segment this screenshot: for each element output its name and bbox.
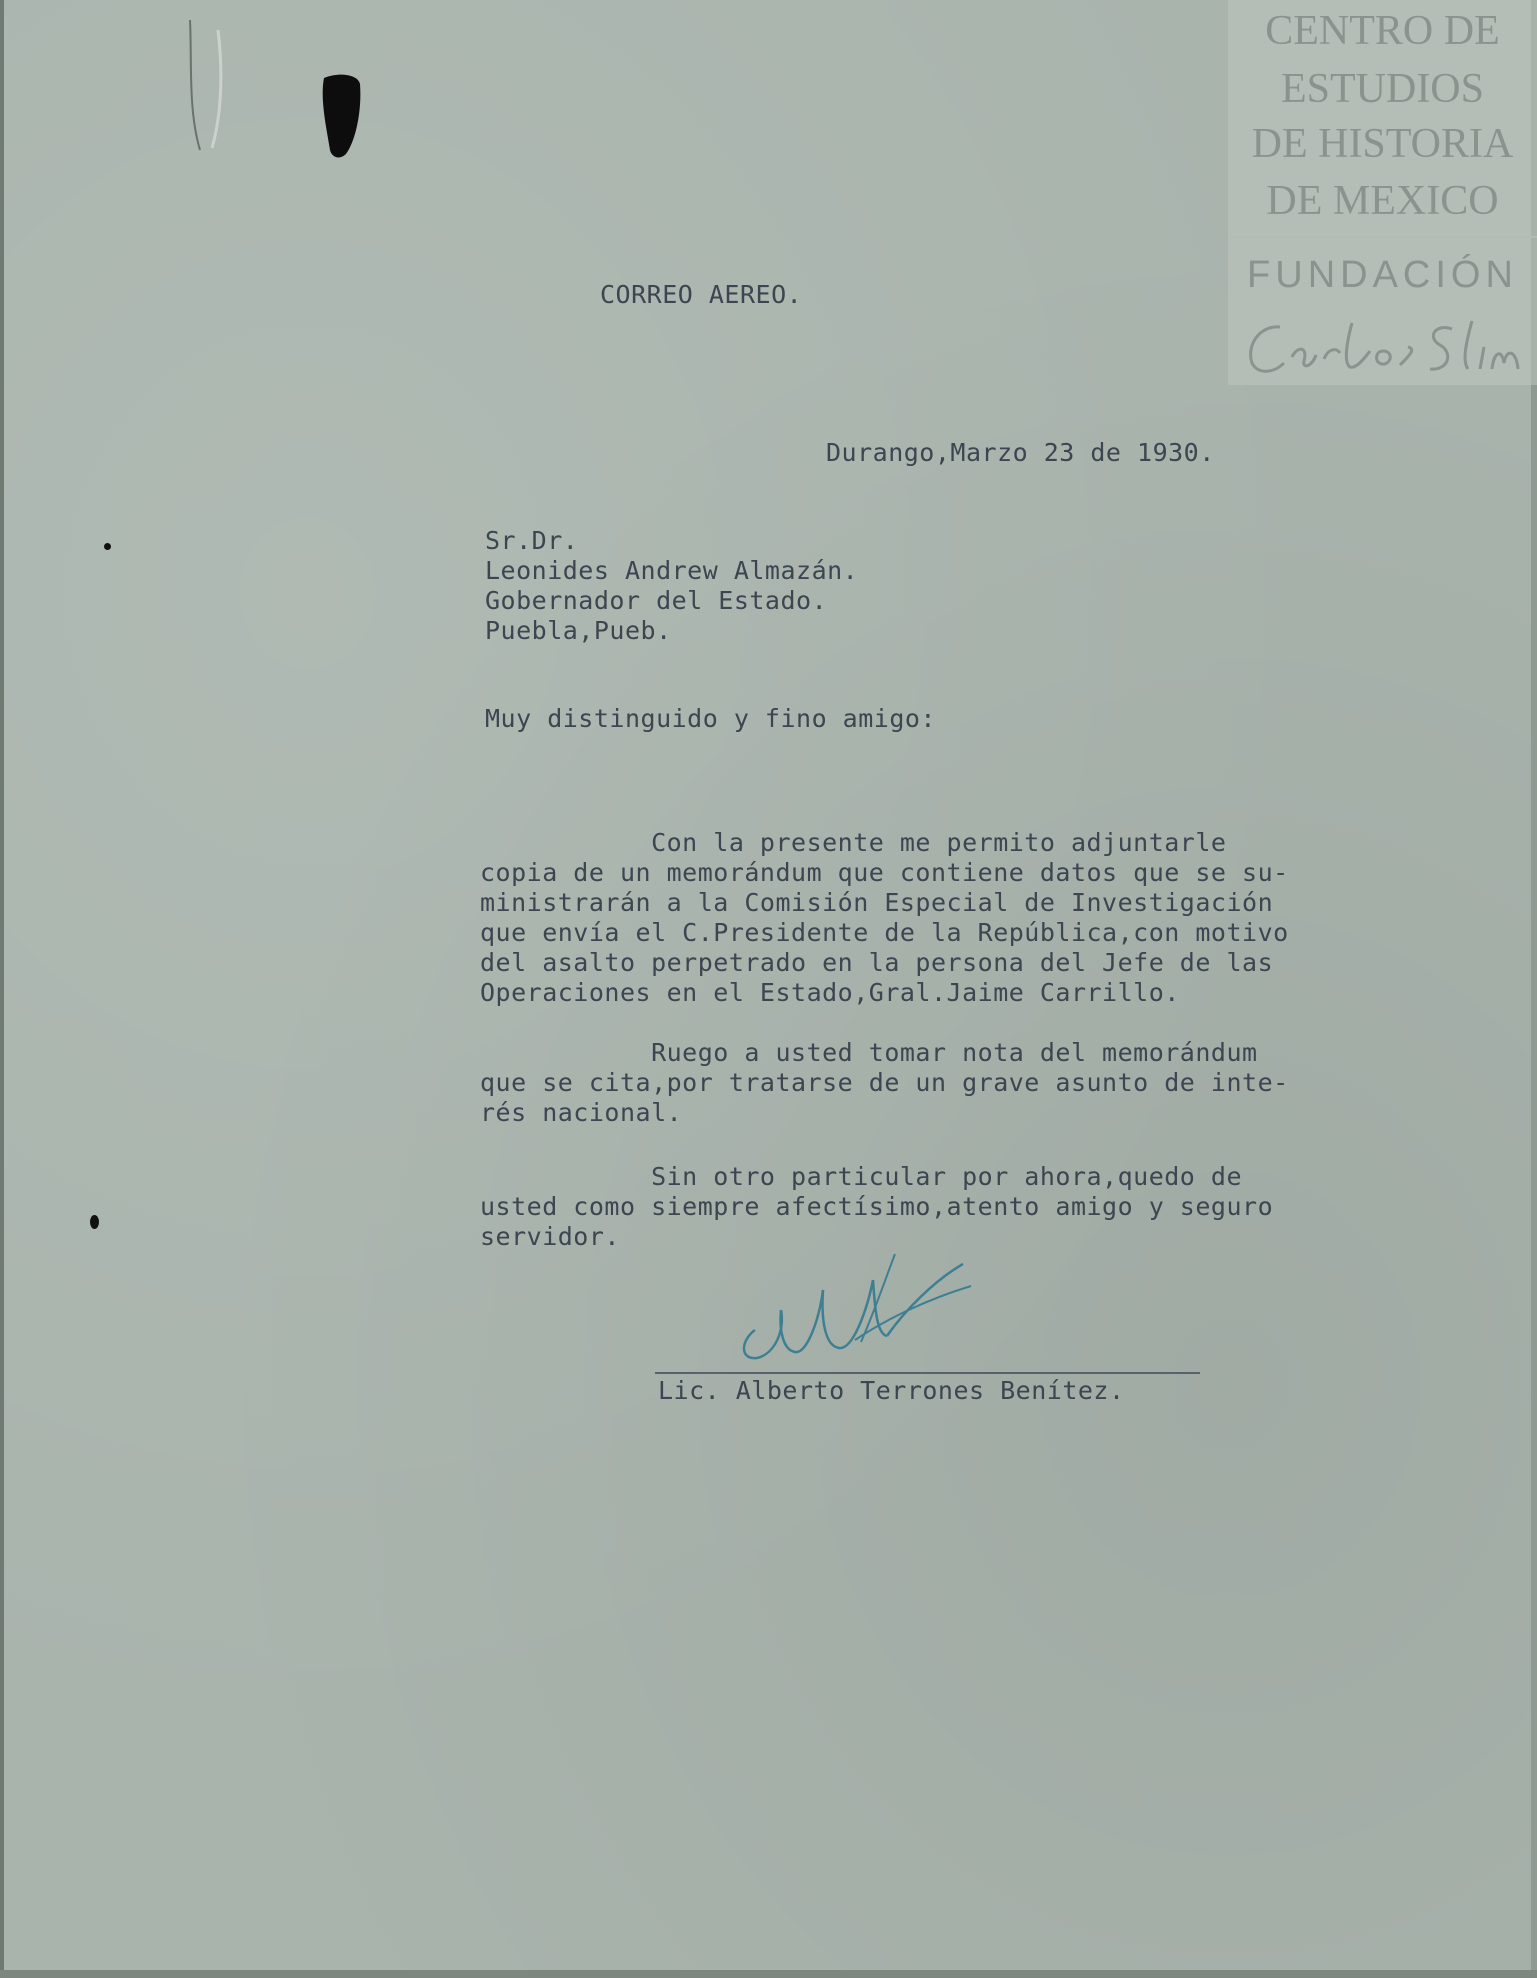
letter-date: Durango,Marzo 23 de 1930. — [826, 438, 1215, 467]
recipient-location: Puebla,Pueb. — [485, 616, 672, 645]
signature-line — [655, 1372, 1200, 1374]
pin-mark — [90, 1215, 99, 1229]
paragraph-line: ministrarán a la Comisión Especial de Investigación — [480, 888, 1274, 917]
paragraph-line: usted como siempre afectísimo,atento amigo y seguro — [480, 1192, 1274, 1221]
stamp-line-1: CENTRO DE — [1265, 8, 1500, 54]
signature-name: Lic. Alberto Terrones Benítez. — [658, 1376, 1125, 1405]
page-edge-bottom — [0, 1970, 1537, 1978]
stamp-line-4: DE MEXICO — [1266, 178, 1499, 224]
stamp-foundation: FUNDACIÓN — [1247, 254, 1518, 296]
recipient-position: Gobernador del Estado. — [485, 586, 828, 615]
recipient-name: Leonides Andrew Almazán. — [485, 556, 859, 585]
paragraph-line: rés nacional. — [480, 1098, 683, 1127]
page-edge-left — [0, 0, 4, 1978]
paragraph-line: que envía el C.Presidente de la República,con motivo — [480, 918, 1289, 947]
paragraph-line: Sin otro particular por ahora,quedo de — [480, 1162, 1243, 1191]
stamp-signature-logo — [1240, 315, 1530, 385]
archive-stamp — [1228, 0, 1537, 385]
paragraph-line: servidor. — [480, 1222, 620, 1251]
recipient-title: Sr.Dr. — [485, 526, 579, 555]
paragraph-line: Operaciones en el Estado,Gral.Jaime Carrillo. — [480, 978, 1180, 1007]
paragraph-line: que se cita,por tratarse de un grave asunto de inte- — [480, 1068, 1289, 1097]
stamp-line-2: ESTUDIOS — [1280, 66, 1484, 112]
paper-crease-mark — [178, 0, 238, 160]
paragraph-line: Con la presente me permito adjuntarle — [480, 828, 1227, 857]
punch-hole-mark — [318, 70, 368, 160]
pin-mark — [104, 543, 111, 550]
stamp-line-3: DE HISTORIA — [1251, 121, 1514, 167]
paragraph-line: copia de un memorándum que contiene datos que se su- — [480, 858, 1289, 887]
salutation: Muy distinguido y fino amigo: — [485, 704, 936, 733]
paragraph-line: del asalto perpetrado en la persona del Jefe de las — [480, 948, 1274, 977]
stamp-divider — [1228, 236, 1537, 238]
paragraph-line: Ruego a usted tomar nota del memorándum — [480, 1038, 1258, 1067]
handwritten-signature — [735, 1250, 975, 1370]
letter-header: CORREO AEREO. — [600, 280, 803, 309]
